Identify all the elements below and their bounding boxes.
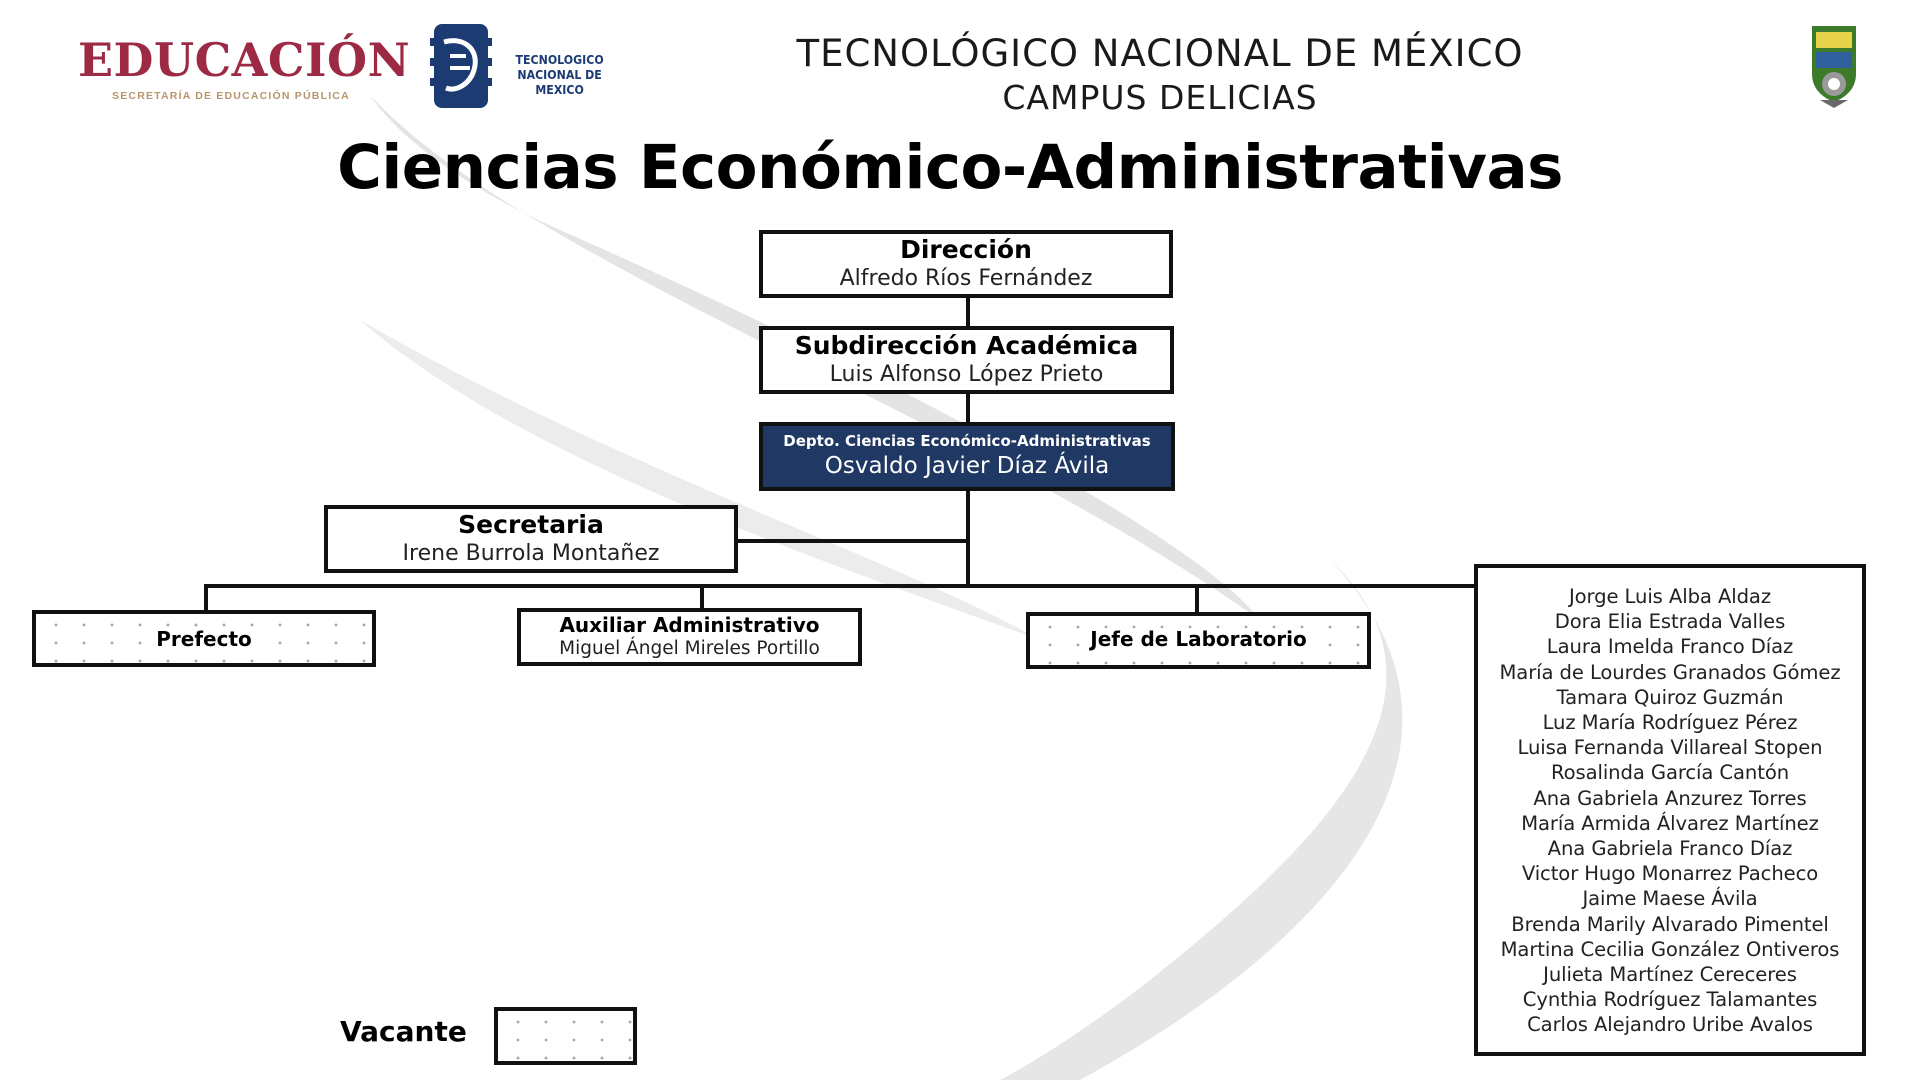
campus-name: CAMPUS DELICIAS — [1002, 78, 1318, 117]
staff-member: Julieta Martínez Cereceres — [1543, 963, 1797, 987]
jefe-laboratorio-box — [1026, 612, 1371, 669]
prefecto-title: Prefecto — [156, 627, 252, 651]
subdireccion-title: Subdirección Académica — [794, 331, 1139, 360]
staff-member: Carlos Alejandro Uribe Avalos — [1527, 1013, 1813, 1037]
secretaria-name: Irene Burrola Montañez — [402, 541, 660, 566]
tecnm-gear-icon — [430, 22, 492, 110]
staff-member: Laura Imelda Franco Díaz — [1546, 635, 1794, 659]
connector-line — [700, 584, 704, 610]
connector-line — [1195, 584, 1199, 612]
staff-member: María de Lourdes Granados Gómez — [1499, 660, 1841, 684]
staff-list — [1478, 584, 1862, 1038]
staff-member: Dora Elia Estrada Valles — [1554, 610, 1786, 634]
staff-member: Cynthia Rodríguez Talamantes — [1522, 988, 1818, 1012]
direccion-box — [759, 230, 1173, 298]
page-title: Ciencias Económico-Administrativas — [337, 132, 1563, 203]
staff-member: Ana Gabriela Franco Díaz — [1547, 837, 1793, 861]
secretaria-title: Secretaria — [458, 510, 604, 539]
staff-member: Rosalinda García Cantón — [1550, 761, 1790, 785]
education-logo-title: EDUCACIÓN — [78, 33, 411, 87]
departamento-title: Depto. Ciencias Económico-Administrativas — [783, 432, 1151, 450]
tecnm-logo — [430, 22, 640, 112]
legend-vacante-swatch — [494, 1007, 637, 1065]
connector-line — [204, 584, 1478, 588]
staff-list-box — [1474, 564, 1866, 1056]
staff-member: Jorge Luis Alba Aldaz — [1568, 585, 1772, 608]
legend-vacante-label: Vacante — [340, 1015, 467, 1048]
secretaria-box — [324, 505, 738, 573]
connector-line — [966, 394, 970, 424]
direccion-name: Alfredo Ríos Fernández — [839, 266, 1093, 291]
staff-member: Jaime Maese Ávila — [1582, 887, 1758, 911]
prefecto-box — [32, 610, 376, 667]
connector-line — [204, 584, 208, 610]
jefe-laboratorio-title: Jefe de Laboratorio — [1090, 627, 1307, 651]
campus-crest-icon — [1806, 24, 1862, 108]
subdireccion-box — [759, 326, 1174, 394]
auxiliar-title: Auxiliar Administrativo — [559, 613, 820, 637]
staff-member: Luz María Rodríguez Pérez — [1542, 711, 1798, 735]
departamento-box — [759, 422, 1175, 491]
staff-member: Victor Hugo Monarrez Pacheco — [1521, 862, 1819, 886]
education-logo — [78, 33, 411, 106]
connector-line — [966, 298, 970, 328]
auxiliar-name: Miguel Ángel Mireles Portillo — [559, 638, 820, 659]
staff-member: Tamara Quiroz Guzmán — [1556, 685, 1784, 709]
departamento-name: Osvaldo Javier Díaz Ávila — [824, 453, 1110, 479]
staff-member: Luisa Fernanda Villareal Stopen — [1517, 736, 1823, 760]
staff-member: Ana Gabriela Anzurez Torres — [1533, 786, 1807, 810]
institution-name: TECNOLÓGICO NACIONAL DE MÉXICO — [796, 32, 1524, 75]
subdireccion-name: Luis Alfonso López Prieto — [829, 362, 1104, 387]
staff-member: Brenda Marily Alvarado Pimentel — [1511, 912, 1829, 936]
staff-member: María Armida Álvarez Martínez — [1521, 811, 1819, 835]
tecnm-logo-text: TECNOLOGICO NACIONAL DE MEXICO — [515, 52, 604, 97]
staff-member: Martina Cecilia González Ontiveros — [1500, 937, 1840, 961]
education-logo-subtitle: SECRETARÍA DE EDUCACIÓN PÚBLICA — [112, 90, 350, 102]
connector-line — [738, 539, 970, 543]
auxiliar-box — [517, 608, 862, 666]
direccion-title: Dirección — [900, 235, 1032, 264]
